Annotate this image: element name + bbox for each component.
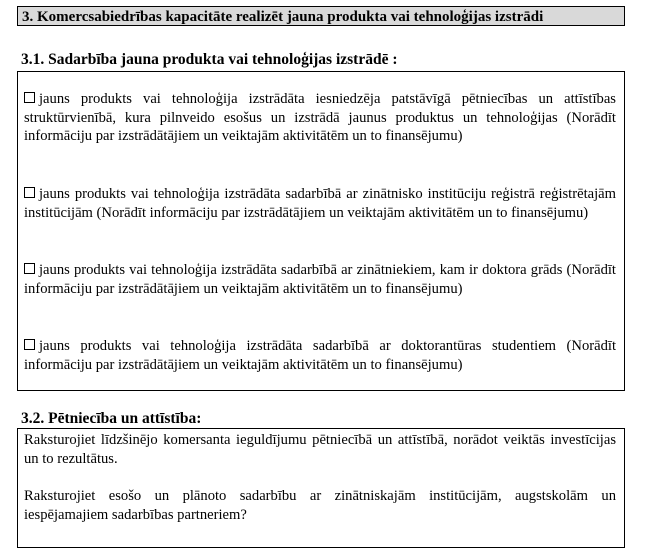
subsection-title-cooperation: 3.1. Sadarbība jauna produkta vai tehnoloģijas izstrādē : [21,51,398,68]
section-title: 3. Komercsabiedrības kapacitāte realizēt jauna produkta vai tehnoloģijas izstrādi [17,6,625,26]
cooperation-options-box [17,71,625,391]
option-scientific-institution[interactable] [24,185,616,222]
checkbox-icon[interactable] [24,263,35,274]
option-own-rnd-unit[interactable] [24,90,616,146]
prompt-cooperation-plans: Raksturojiet esošo un plānoto sadarbību ar zinātniskajām institūcijām, augstskolām un iespējamajiem sadarbības partneriem? [24,488,616,523]
option-doctoral-students[interactable] [24,337,616,374]
checkbox-icon[interactable] [24,92,35,103]
option-doctoral-scientists[interactable] [24,261,616,298]
checkbox-icon[interactable] [24,187,35,198]
option-text: jauns produkts vai tehnoloģija izstrādāta iesniedzēja patstāvīgā pētniecības un attīstības struktūrvienībā, kura pilnveido esošus un izstrādā jaunus produktus un tehnoloģijas (Norādīt informāciju par izstrādātājiem un veiktajām aktivitātēm un to finansējumu) [24,91,616,145]
option-text: jauns produkts vai tehnoloģija izstrādāta sadarbībā ar zinātniekiem, kam ir doktora grāds (Norādīt informāciju par izstrādātājiem un veiktajām aktivitātēm un to finansējumu) [24,262,616,297]
prompt-past-investment: Raksturojiet līdzšinējo komersanta ieguldījumu pētniecībā un attīstībā, norādot veiktās investīcijas un to rezultātus. [24,432,616,467]
rnd-text-box[interactable] [17,428,625,548]
checkbox-icon[interactable] [24,339,35,350]
option-text: jauns produkts vai tehnoloģija izstrādāta sadarbībā ar doktorantūras studentiem (Norādīt informāciju par izstrādātājiem un veiktajām aktivitātēm un to finansējumu) [24,338,616,373]
subsection-title-rnd: 3.2. Pētniecība un attīstība: [21,410,202,427]
option-text: jauns produkts vai tehnoloģija izstrādāta sadarbībā ar zinātnisko institūciju reģistrā reģistrētajām institūcijām (Norādīt informāciju par izstrādātājiem un veiktajām aktivitātēm un to finansējumu) [24,186,616,221]
